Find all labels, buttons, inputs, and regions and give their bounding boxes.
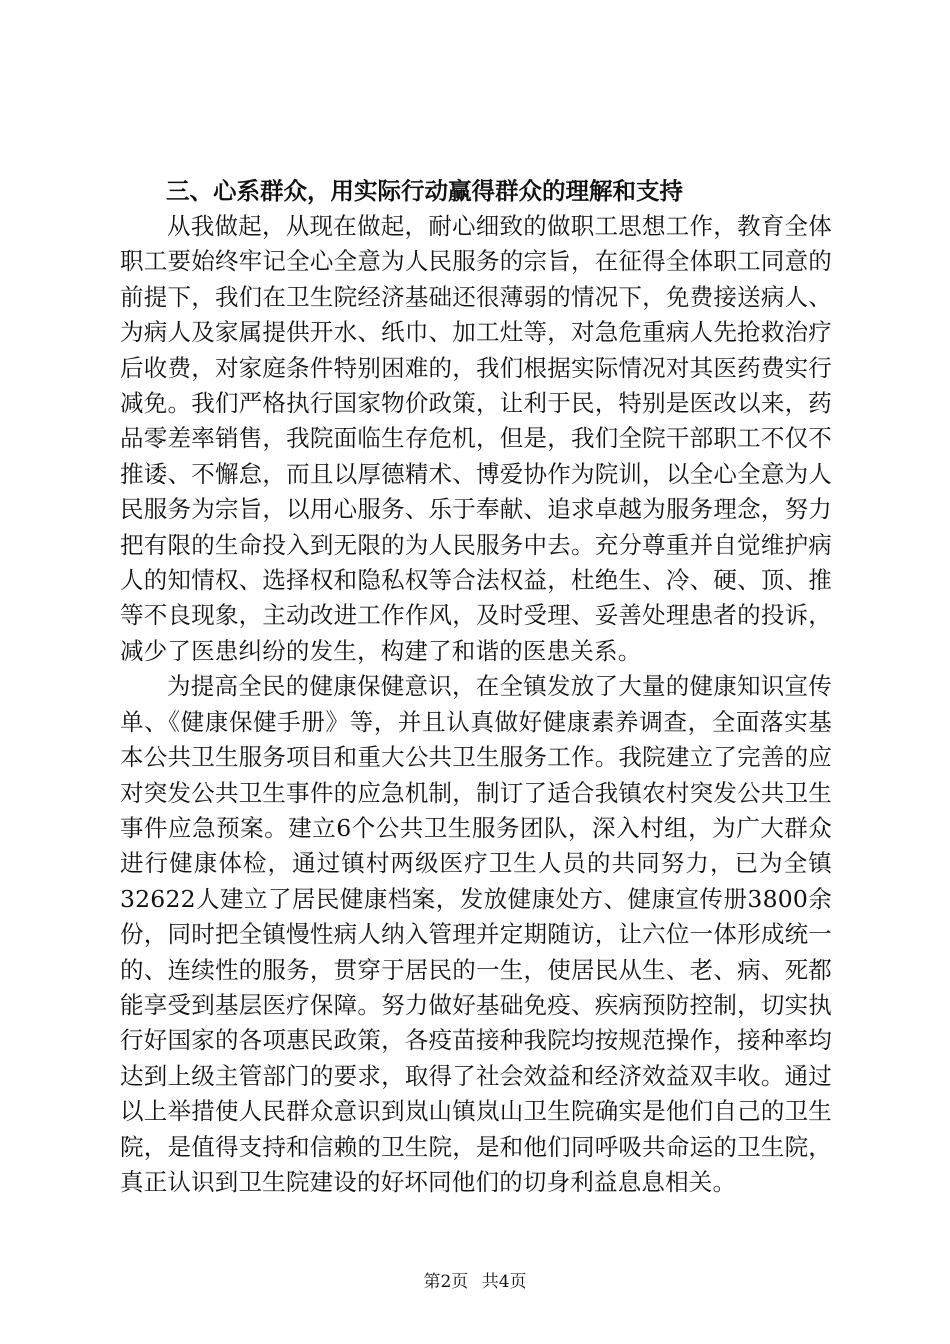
paragraph-1: 从我做起，从现在做起，耐心细致的做职工思想工作，教育全体职工要始终牢记全心全意为人民服务的宗旨，在征得全体职工同意的前提下，我们在卫生院经济基础还很薄弱的情况下，免费接送病人、为病人及家属提供开水、纸巾、加工灶等，对急危重病人先抢救治疗后收费，对家庭条件特别困难的，我们根据实际情况对其医药费实行减免。我们严格执行国家物价政策，让利于民，特别是医改以来，药品零差率销售，我院面临生存危机，但是，我们全院干部职工不仅不推诿、不懈怠，而且以厚德精术、博爱协作为院训，以全心全意为人民服务为宗旨，以用心服务、乐于奉献、追求卓越为服务理念，努力把有限的生命投入到无限的为人民服务中去。充分尊重并自觉维护病人的知情权、选择权和隐私权等合法权益，杜绝生、冷、硬、顶、推等不良现象，主动改进工作作风，及时受理、妥善处理患者的投诉，减少了医患纠纷的发生，构建了和谐的医患关系。 xyxy=(120,212,832,665)
document-body xyxy=(120,174,832,1200)
page-number-current: 第2页 xyxy=(423,1272,469,1292)
section-heading: 三、心系群众，用实际行动赢得群众的理解和支持 xyxy=(166,177,683,205)
page-footer xyxy=(0,1271,950,1293)
paragraph-2: 为提高全民的健康保健意识，在全镇发放了大量的健康知识宣传单、《健康保健手册》等，并且认真做好健康素养调查，全面落实基本公共卫生服务项目和重大公共卫生服务工作。我院建立了完善的应对突发公共卫生事件的应急机制，制订了适合我镇农村突发公共卫生事件应急预案。建立6个公共卫生服务团队，深入村组，为广大群众进行健康体检，通过镇村两级医疗卫生人员的共同努力，已为全镇32622人建立了居民健康档案，发放健康处方、健康宣传册3800余份，同时把全镇慢性病人纳入管理并定期随访，让六位一体形成统一的、连续性的服务，贯穿于居民的一生，使居民从生、老、病、死都能享受到基层医疗保障。努力做好基础免疫、疾病预防控制，切实执行好国家的各项惠民政策，各疫苗接种我院均按规范操作，接种率均达到上级主管部门的要求，取得了社会效益和经济效益双丰收。通过以上举措使人民群众意识到岚山镇岚山卫生院确实是他们自己的卫生院，是值得支持和信赖的卫生院，是和他们同呼吸共命运的卫生院，真正认识到卫生院建设的好坏同他们的切身利益息息相关。 xyxy=(120,672,832,1196)
page-number-total: 共4页 xyxy=(481,1272,527,1292)
